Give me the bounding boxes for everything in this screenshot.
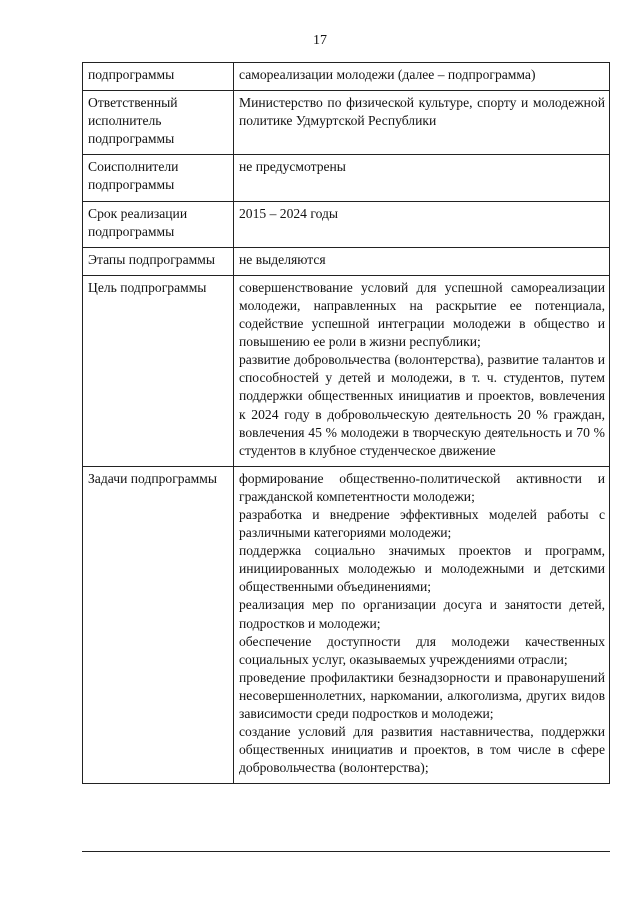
value-paragraph: проведение профилактики безнадзорности и правонарушений несовершеннолетних, наркомании, алкоголизма, других видов зависимости среди подростков и молодежи;	[239, 669, 605, 721]
value-paragraph: обеспечение доступности для молодежи качественных социальных услуг, оказываемых учреждениями отрасли;	[239, 633, 605, 667]
value-paragraph: поддержка социально значимых проектов и программ, инициированных молодежью и молодежными и детскими общественными объединениями;	[239, 543, 605, 595]
row-value	[234, 91, 610, 155]
row-value	[234, 466, 610, 784]
value-paragraph: не выделяются	[239, 251, 326, 267]
row-label: Задачи подпрограммы	[83, 466, 234, 784]
table-row-implementation-period	[83, 201, 610, 247]
row-label: Этапы подпрограммы	[83, 247, 234, 275]
value-paragraph: развитие добровольчества (волонтерства), развитие талантов и способностей у детей и молодежи, в т. ч. студентов, путем поддержки общественных инициатив и проектов, вовлечения к 2024 году в добровольческую деятельность 20 % граждан, вовлечения 45 % молодежи в творческую деятельность и 70 % студентов в клубное студенческое движение	[239, 352, 605, 458]
table-row-tasks	[83, 466, 610, 784]
row-label: Цель подпрограммы	[83, 275, 234, 466]
value-paragraph: совершенствование условий для успешной самореализации молодежи, направленных на раскрытие ее потенциала, содействие успешной интеграции молодежи в общество и повышению ее роли в жизни республики;	[239, 279, 605, 350]
page-number: 17	[313, 33, 327, 48]
row-label: Срок реализации подпрограммы	[83, 201, 234, 247]
table-row-responsible-executor	[83, 91, 610, 155]
table-bottom-border	[82, 851, 610, 852]
row-label: Соисполнители подпрограммы	[83, 155, 234, 201]
value-paragraph: самореализации молодежи (далее – подпрограмма)	[239, 67, 536, 82]
table-row-stages	[83, 247, 610, 275]
subprogram-passport-table	[82, 62, 610, 784]
table-row-co-executors	[83, 155, 610, 201]
value-paragraph: реализация мер по организации досуга и занятости детей, подростков и молодежи;	[239, 597, 605, 631]
row-value	[234, 63, 610, 91]
table-row-goal	[83, 275, 610, 466]
value-paragraph: Министерство по физической культуре, спорту и молодежной политике Удмуртской Республики	[239, 95, 605, 129]
value-paragraph: создание условий для развития наставничества, поддержки общественных инициатив и проектов, в том числе в сфере добровольчества (волонтерства);	[239, 724, 605, 776]
row-value	[234, 201, 610, 247]
value-paragraph: 2015 – 2024 годы	[239, 205, 339, 221]
row-value	[234, 275, 610, 466]
value-paragraph: не предусмотрены	[239, 159, 346, 175]
table-row-subprogram-name	[83, 63, 610, 91]
row-label: Ответственный исполнитель подпрограммы	[83, 91, 234, 155]
row-value	[234, 247, 610, 275]
row-label: подпрограммы	[83, 63, 234, 91]
value-paragraph: разработка и внедрение эффективных моделей работы с различными категориями молодежи;	[239, 506, 605, 541]
row-value	[234, 155, 610, 201]
value-paragraph: формирование общественно-политической активности и гражданской компетентности молодежи;	[239, 470, 605, 504]
